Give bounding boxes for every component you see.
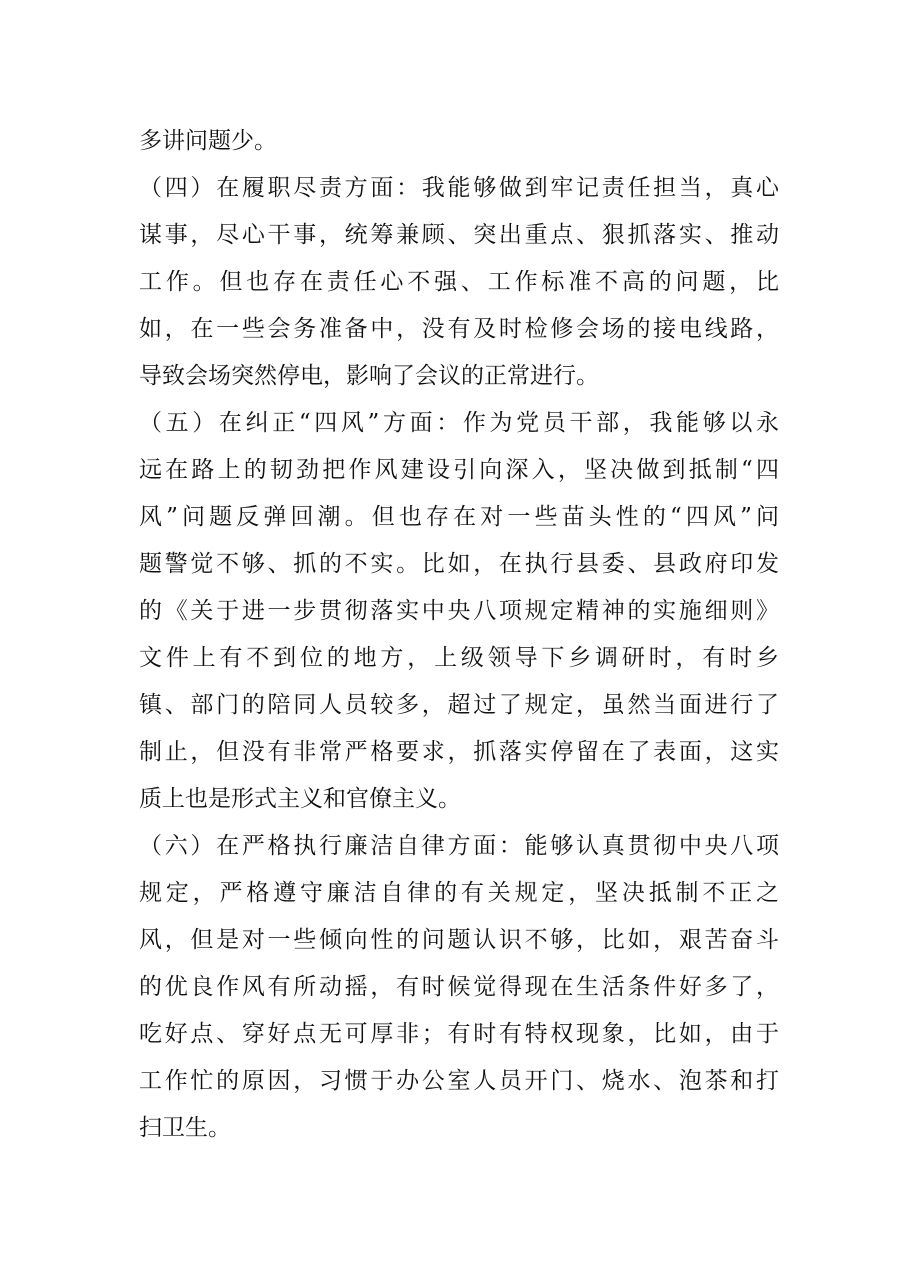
- text-line: 导致会场突然停电，影响了会议的正常进行。: [139, 363, 599, 389]
- text-line: 吃好点、穿好点无可厚非；有时有特权现象，比如，由于: [139, 1021, 779, 1047]
- document-body: [139, 118, 779, 1152]
- text-line: 规定，严格遵守廉洁自律的有关规定，坚决抵制不正之: [139, 880, 779, 906]
- text-line: 的《关于进一步贯彻落实中央八项规定精神的实施细则》: [139, 598, 779, 624]
- text-line: 工作。但也存在责任心不强、工作标准不高的问题，比: [139, 269, 779, 295]
- text-line: 镇、部门的陪同人员较多，超过了规定，虽然当面进行了: [139, 692, 779, 718]
- paragraph-5-line: （五）在纠正“四风”方面：作为党员干部，我能够以永: [139, 410, 779, 436]
- text-line: 扫卫生。: [139, 1115, 231, 1141]
- text-line: 题警觉不够、抓的不实。比如，在执行县委、县政府印发: [139, 551, 779, 577]
- text-line: 风”问题反弹回潮。但也存在对一些苗头性的“四风”问: [139, 504, 779, 530]
- text-line: 的优良作风有所动摇，有时候觉得现在生活条件好多了，: [139, 974, 779, 1000]
- text-line: 工作忙的原因，习惯于办公室人员开门、烧水、泡茶和打: [139, 1068, 779, 1094]
- paragraph-4-line: （四）在履职尽责方面：我能够做到牢记责任担当，真心: [139, 175, 779, 201]
- text-line: 如，在一些会务准备中，没有及时检修会场的接电线路，: [139, 316, 779, 342]
- text-line: 谋事，尽心干事，统筹兼顾、突出重点、狠抓落实、推动: [139, 222, 779, 248]
- text-line: 风，但是对一些倾向性的问题认识不够，比如，艰苦奋斗: [139, 927, 779, 953]
- text-line: 多讲问题少。: [139, 128, 277, 154]
- text-line: 文件上有不到位的地方，上级领导下乡调研时，有时乡: [139, 645, 779, 671]
- text-line: 制止，但没有非常严格要求，抓落实停留在了表面，这实: [139, 739, 779, 765]
- text-line: 远在路上的韧劲把作风建设引向深入，坚决做到抵制“四: [139, 457, 779, 483]
- text-line: 质上也是形式主义和官僚主义。: [139, 786, 461, 812]
- paragraph-6-line: （六）在严格执行廉洁自律方面：能够认真贯彻中央八项: [139, 833, 779, 859]
